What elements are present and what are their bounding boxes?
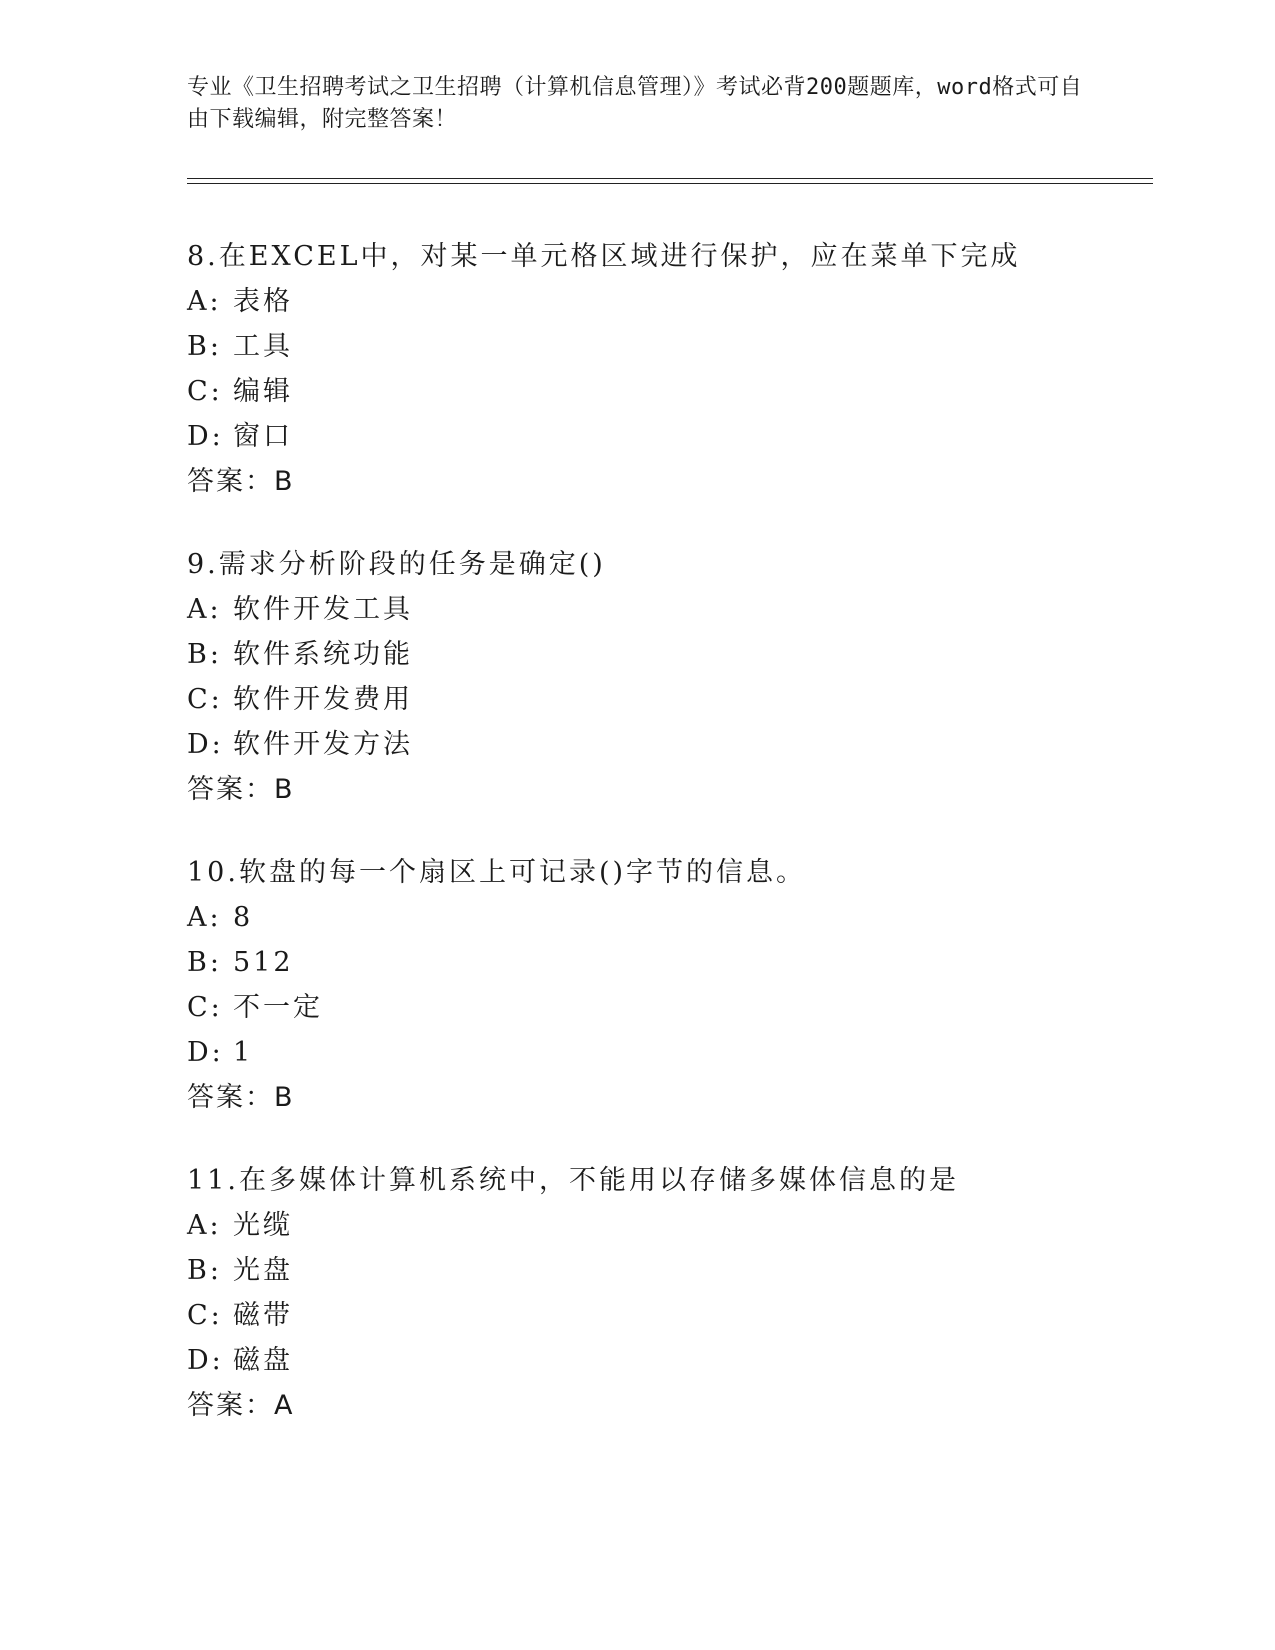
option-key: D: — [187, 1037, 224, 1068]
question-list — [187, 234, 1147, 1466]
option-text: 软件开发费用 — [233, 684, 413, 715]
option-text: 磁带 — [233, 1300, 293, 1331]
option-text: 光缆 — [233, 1210, 293, 1241]
option-key: B: — [187, 947, 222, 978]
answer-line: 答案：B — [187, 1082, 295, 1113]
option-text: 光盘 — [233, 1255, 293, 1286]
option-text: 不一定 — [233, 992, 323, 1023]
option-text: 窗口 — [233, 421, 293, 452]
question-10 — [187, 850, 1147, 1120]
answer-line: 答案：A — [187, 1390, 295, 1421]
option-b — [187, 324, 1147, 369]
option-text: 编辑 — [233, 376, 293, 407]
option-a — [187, 587, 1147, 632]
option-text: 512 — [233, 947, 294, 978]
header-note: 专业《卫生招聘考试之卫生招聘（计算机信息管理）》考试必背200题题库，word格式可自由下载编辑，附完整答案！ — [187, 75, 1083, 132]
option-a — [187, 1203, 1147, 1248]
option-d — [187, 1030, 1147, 1075]
option-d — [187, 1338, 1147, 1383]
option-key: B: — [187, 331, 222, 362]
header-divider-bottom — [187, 183, 1153, 184]
option-key: D: — [187, 421, 224, 452]
option-text: 工具 — [233, 331, 293, 362]
question-stem: 8.在EXCEL中，对某一单元格区域进行保护，应在菜单下完成 — [187, 241, 1021, 272]
option-text: 磁盘 — [233, 1345, 293, 1376]
question-stem: 9.需求分析阶段的任务是确定() — [187, 549, 606, 580]
option-c — [187, 985, 1147, 1030]
option-c — [187, 677, 1147, 722]
option-key: C: — [187, 1300, 223, 1331]
option-a — [187, 895, 1147, 940]
option-text: 8 — [233, 902, 254, 933]
question-11 — [187, 1158, 1147, 1428]
option-d — [187, 722, 1147, 767]
option-key: A: — [187, 1210, 222, 1241]
option-key: D: — [187, 729, 224, 760]
option-c — [187, 369, 1147, 414]
option-key: A: — [187, 286, 222, 317]
option-b — [187, 940, 1147, 985]
option-key: C: — [187, 992, 223, 1023]
question-9 — [187, 542, 1147, 812]
header-divider-top — [187, 178, 1153, 179]
question-stem: 11.在多媒体计算机系统中，不能用以存储多媒体信息的是 — [187, 1165, 959, 1196]
option-key: D: — [187, 1345, 224, 1376]
option-text: 软件系统功能 — [233, 639, 413, 670]
option-key: B: — [187, 639, 222, 670]
question-8 — [187, 234, 1147, 504]
option-key: B: — [187, 1255, 222, 1286]
option-key: C: — [187, 376, 223, 407]
option-text: 软件开发方法 — [233, 729, 413, 760]
option-d — [187, 414, 1147, 459]
option-text: 表格 — [233, 286, 293, 317]
question-stem: 10.软盘的每一个扇区上可记录()字节的信息。 — [187, 857, 807, 888]
option-key: A: — [187, 902, 222, 933]
option-key: A: — [187, 594, 222, 625]
option-b — [187, 1248, 1147, 1293]
option-c — [187, 1293, 1147, 1338]
option-key: C: — [187, 684, 223, 715]
answer-line: 答案：B — [187, 774, 295, 805]
option-text: 1 — [233, 1037, 254, 1068]
option-text: 软件开发工具 — [233, 594, 413, 625]
option-b — [187, 632, 1147, 677]
answer-line: 答案：B — [187, 466, 295, 497]
option-a — [187, 279, 1147, 324]
